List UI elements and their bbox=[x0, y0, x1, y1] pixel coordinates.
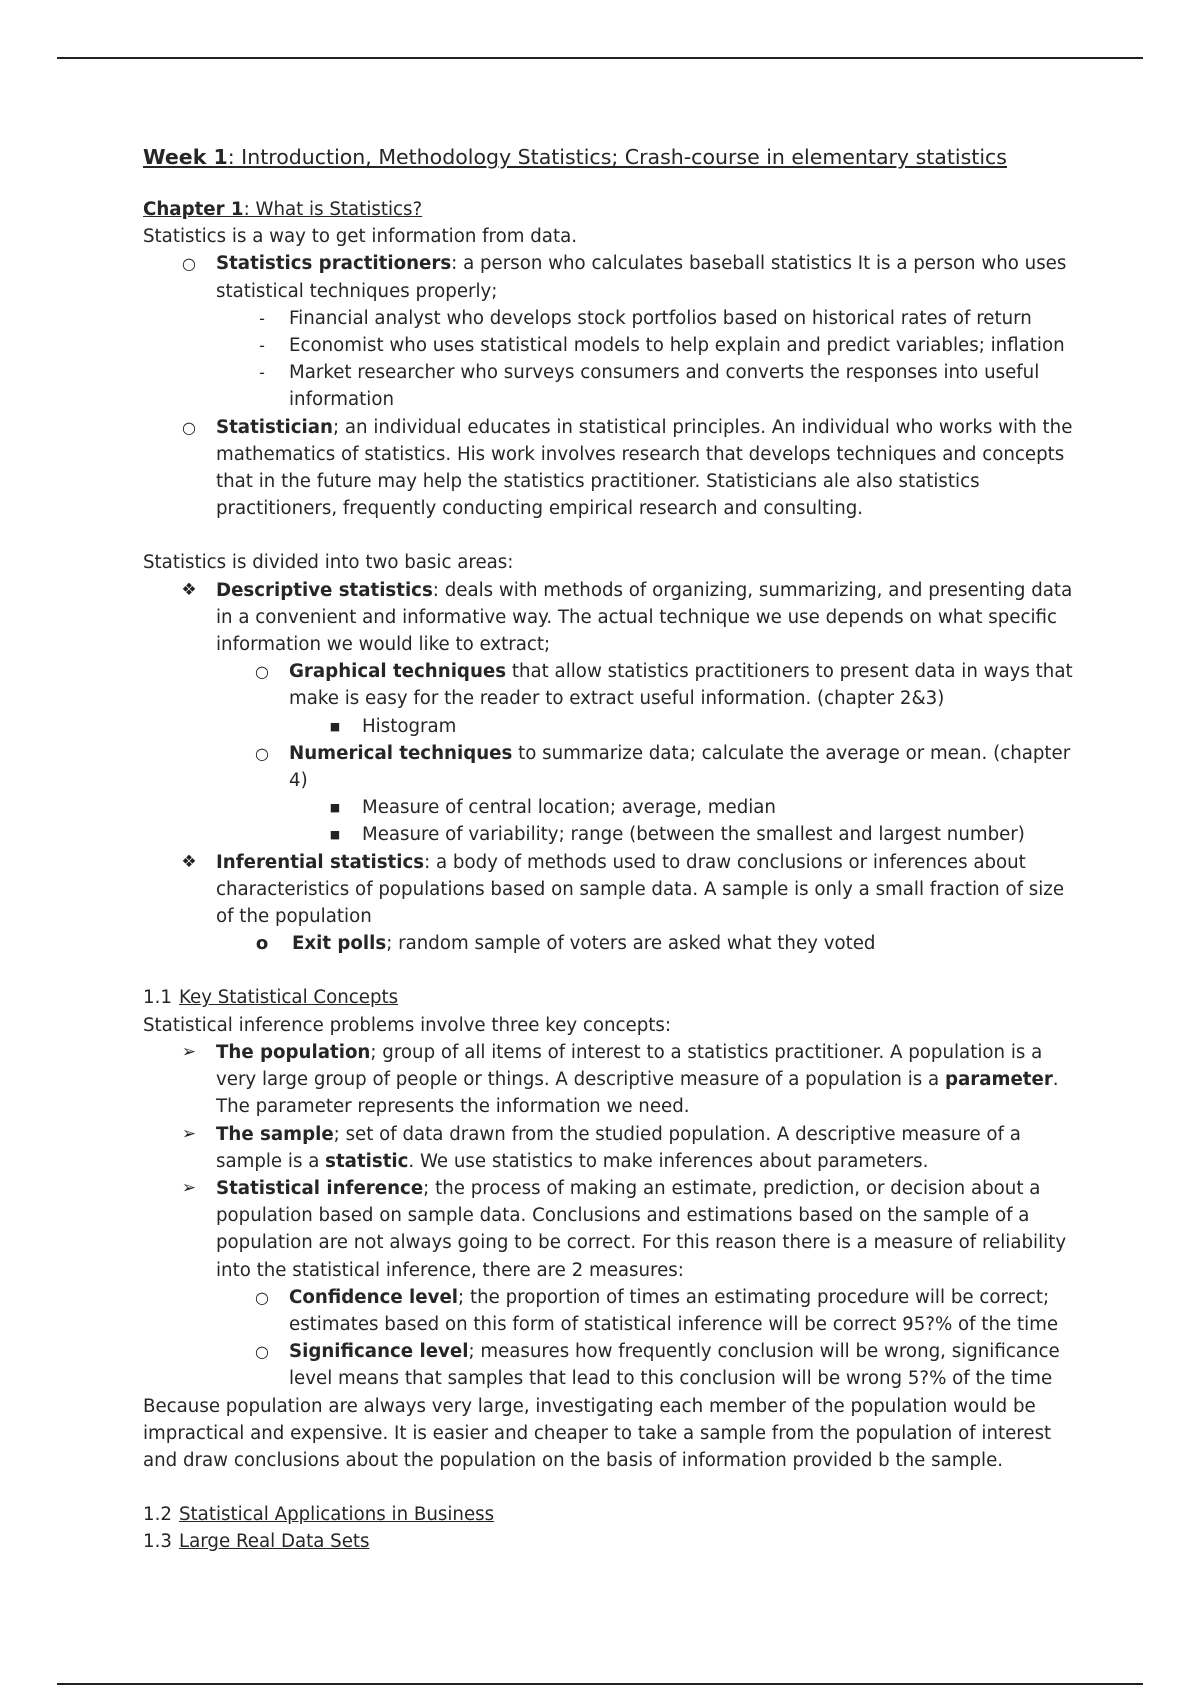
list-item-example bbox=[143, 359, 1078, 413]
term-sample: The sample bbox=[216, 1123, 334, 1145]
term-graphical: Graphical techniques bbox=[289, 661, 507, 683]
list-item-population bbox=[143, 1039, 1078, 1121]
graphical-text: that allow statistics practitioners to present data in ways that make is easy for the reader to extract useful information. (chapter 2&3) bbox=[289, 661, 1073, 710]
section-title: Key Statistical Concepts bbox=[179, 987, 399, 1009]
list-item-example bbox=[143, 332, 1078, 359]
list-item-inferential bbox=[143, 849, 1078, 931]
numerical-text: to summarize data; calculate the average or mean. (chapter 4) bbox=[289, 742, 1071, 792]
arrow-bullet-icon: ➢ bbox=[181, 1123, 197, 1144]
term-numerical: Numerical techniques bbox=[289, 742, 513, 764]
example-text: Market researcher who surveys consumers and converts the responses into useful information bbox=[289, 362, 1040, 411]
section-heading-1-1 bbox=[143, 984, 1078, 1011]
term-confidence: Confidence level bbox=[289, 1286, 459, 1308]
term-inferential: Inferential statistics bbox=[216, 851, 425, 873]
list-item-significance bbox=[143, 1338, 1078, 1392]
arrow-bullet-icon: ➢ bbox=[181, 1177, 197, 1198]
section-number: 1.3 bbox=[143, 1531, 172, 1553]
diamond-bullet-icon: ❖ bbox=[181, 579, 197, 600]
title-week: Week 1 bbox=[143, 145, 228, 169]
circle-bullet-icon: ○ bbox=[182, 254, 196, 274]
spacer bbox=[143, 957, 1078, 984]
circle-bullet-icon: ○ bbox=[255, 743, 269, 763]
square-bullet-icon: ■ bbox=[329, 828, 341, 842]
term-statistician: Statistician bbox=[216, 416, 333, 438]
section-title: Large Real Data Sets bbox=[179, 1531, 370, 1553]
list-item-inference bbox=[143, 1175, 1078, 1284]
descriptive-text: : deals with methods of organizing, summarizing, and presenting data in a convenient and informative way. The actual technique we use depends on what specific information we would like to extract; bbox=[216, 579, 1073, 656]
dash-bullet-icon: - bbox=[259, 363, 265, 383]
inference-text: ; the process of making an estimate, prediction, or decision about a population based on sample data. Conclusions and estimations based on the sample of a population are not always going to be correct. For this reason there is a measure of reliability into the statistical inference, there are 2 measures: bbox=[216, 1177, 1067, 1281]
section-title: Statistical Applications in Business bbox=[179, 1504, 495, 1526]
list-item-example bbox=[143, 305, 1078, 332]
term-population: The population bbox=[216, 1041, 371, 1063]
closing-paragraph: Because population are always very large, investigating each member of the population would be impractical and expensive. It is easier and cheaper to take a sample from the population of interest and draw conclusions about the population on the basis of information provided b the sample. bbox=[143, 1395, 1052, 1471]
list-item-sample bbox=[143, 1121, 1078, 1175]
list-item-measure bbox=[143, 821, 1078, 848]
page-title bbox=[143, 142, 1078, 172]
term-statistic: statistic bbox=[325, 1150, 409, 1172]
circle-bullet-icon: ○ bbox=[182, 417, 196, 437]
measure-text: Measure of variability; range (between the smallest and largest number) bbox=[362, 824, 1025, 846]
inferential-text: : a body of methods used to draw conclusions or inferences about characteristics of populations based on sample data. A sample is only a small fraction of size of the population bbox=[216, 851, 1065, 928]
example-text: Financial analyst who develops stock portfolios based on historical rates of return bbox=[289, 307, 1032, 329]
practitioners-text: : a person who calculates baseball statistics It is a person who uses statistical techniques properly; bbox=[216, 253, 1067, 302]
term-exit-polls: Exit polls bbox=[292, 933, 387, 955]
term-descriptive: Descriptive statistics bbox=[216, 579, 433, 601]
exit-polls-text: ; random sample of voters are asked what they voted bbox=[386, 933, 876, 955]
chapter-heading bbox=[143, 196, 1078, 223]
population-text: ; group of all items of interest to a statistics practitioner. A population is a very large group of people or things. A descriptive measure of a population is a bbox=[216, 1041, 1043, 1091]
header-rule bbox=[57, 57, 1143, 59]
list-item-confidence bbox=[143, 1284, 1078, 1338]
list-item-histogram bbox=[143, 713, 1078, 740]
footer-rule bbox=[57, 1683, 1143, 1685]
bold-circle-bullet-icon: o bbox=[255, 933, 269, 955]
section-heading-1-2 bbox=[143, 1501, 1078, 1528]
histogram-text: Histogram bbox=[362, 715, 457, 737]
list-item-graphical bbox=[143, 658, 1078, 712]
dash-bullet-icon: - bbox=[259, 336, 265, 356]
significance-text: ; measures how frequently conclusion will be wrong, significance level means that samples that lead to this conclusion will be wrong 5?% of the time bbox=[289, 1341, 1060, 1390]
list-item-measure bbox=[143, 794, 1078, 821]
confidence-text: ; the proportion of times an estimating procedure will be correct; estimates based on this form of statistical inference will be correct 95?% of the time bbox=[289, 1286, 1059, 1335]
diamond-bullet-icon: ❖ bbox=[181, 851, 197, 872]
term-parameter: parameter bbox=[944, 1069, 1053, 1091]
concepts-intro: Statistical inference problems involve three key concepts: bbox=[143, 1014, 671, 1036]
population-text-end: . The parameter represents the information we need. bbox=[216, 1069, 1059, 1118]
list-item-practitioners bbox=[143, 250, 1078, 304]
circle-bullet-icon: ○ bbox=[255, 1342, 269, 1362]
spacer bbox=[143, 1474, 1078, 1501]
circle-bullet-icon: ○ bbox=[255, 662, 269, 682]
list-item-exit-polls bbox=[143, 930, 1078, 957]
list-item-numerical bbox=[143, 740, 1078, 794]
statistician-text: ; an individual educates in statistical principles. An individual who works with the mathematics of statistics. His work involves research that develops techniques and concepts that in the future may help the statistics practitioner. Statisticians ale also statistics practitioners, frequently conducting empirical research and consulting. bbox=[216, 416, 1073, 520]
document-body bbox=[143, 142, 1078, 1556]
section-number: 1.1 bbox=[143, 987, 172, 1009]
term-significance: Significance level bbox=[289, 1341, 469, 1363]
example-text: Economist who uses statistical models to help explain and predict variables; inflation bbox=[289, 335, 1065, 357]
arrow-bullet-icon: ➢ bbox=[181, 1041, 197, 1062]
list-item-descriptive bbox=[143, 577, 1078, 659]
chapter-title: : What is Statistics? bbox=[243, 199, 423, 220]
section-heading-1-3 bbox=[143, 1528, 1078, 1555]
sample-text: ; set of data drawn from the studied population. A descriptive measure of a sample is a bbox=[216, 1123, 1021, 1172]
sample-text-end: . We use statistics to make inferences about parameters. bbox=[408, 1150, 929, 1172]
circle-bullet-icon: ○ bbox=[255, 1287, 269, 1307]
chapter-label: Chapter 1 bbox=[143, 199, 244, 220]
term-practitioners: Statistics practitioners bbox=[216, 253, 452, 275]
intro-text: Statistics is a way to get information from data. bbox=[143, 226, 578, 248]
square-bullet-icon: ■ bbox=[329, 801, 341, 815]
areas-intro: Statistics is divided into two basic areas: bbox=[143, 552, 514, 574]
spacer bbox=[143, 522, 1078, 549]
dash-bullet-icon: - bbox=[259, 308, 265, 328]
title-rest: : Introduction, Methodology Statistics; Crash-course in elementary statistics bbox=[227, 145, 1007, 169]
list-item-statistician bbox=[143, 414, 1078, 523]
term-inference: Statistical inference bbox=[216, 1177, 424, 1199]
section-number: 1.2 bbox=[143, 1504, 172, 1526]
measure-text: Measure of central location; average, median bbox=[362, 797, 776, 819]
square-bullet-icon: ■ bbox=[329, 719, 341, 733]
